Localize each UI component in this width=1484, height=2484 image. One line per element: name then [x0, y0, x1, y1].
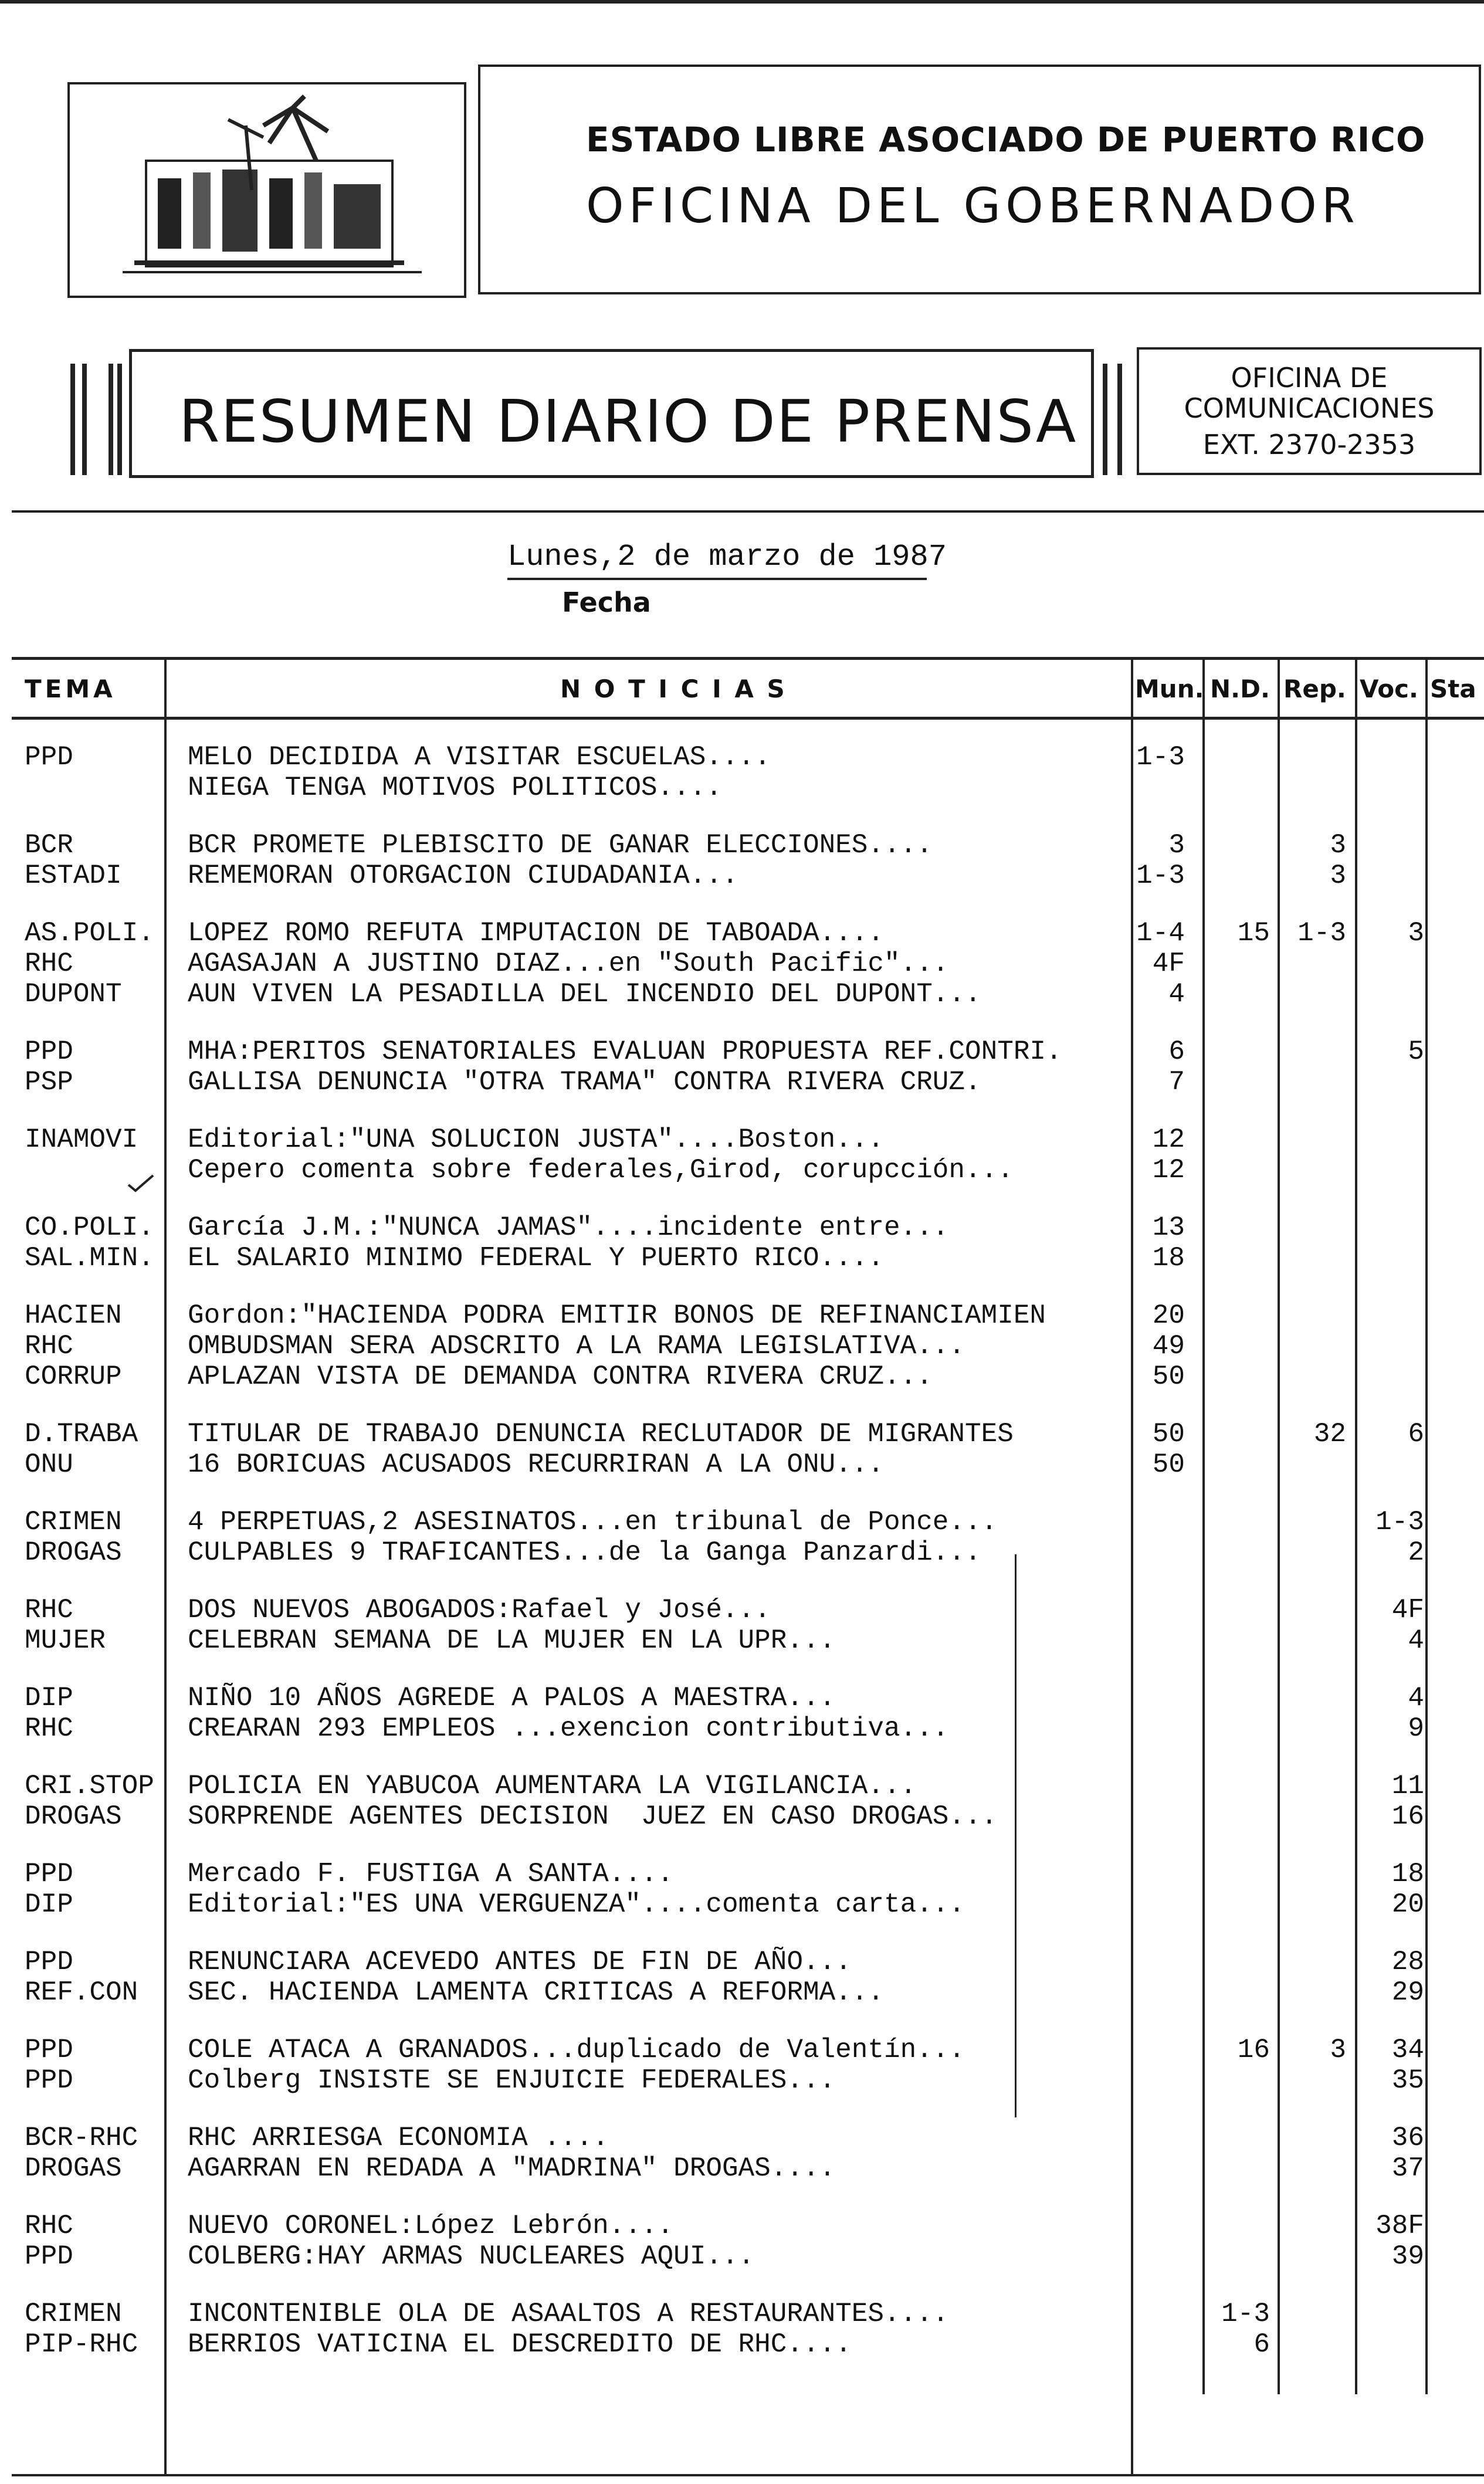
banner-title: RESUMEN DIARIO DE PRENSA [179, 387, 1078, 456]
row-tema: PPD [25, 1947, 73, 1977]
row-headline: REMEMORAN OTORGACION CIUDADANIA... [188, 860, 738, 891]
column-divider [1355, 658, 1357, 2394]
row-headline: CULPABLES 9 TRAFICANTES...de la Ganga Panzardi... [188, 1537, 981, 1568]
row-tema: INAMOVI [25, 1124, 138, 1155]
row-voc: 6 [1408, 1419, 1424, 1449]
row-headline: EL SALARIO MINIMO FEDERAL Y PUERTO RICO.... [188, 1243, 884, 1273]
row-rep: 3 [1330, 830, 1346, 860]
row-headline: BCR PROMETE PLEBISCITO DE GANAR ELECCIONES.... [188, 830, 933, 860]
divider-bar [109, 364, 113, 475]
header-line2: OFICINA DEL GOBERNADOR [586, 178, 1360, 234]
row-headline: AGASAJAN A JUSTINO DIAZ...en "South Pacific"... [188, 948, 949, 979]
row-headline: LOPEZ ROMO REFUTA IMPUTACION DE TABOADA.... [188, 918, 884, 948]
row-mun: 6 [1168, 1036, 1185, 1067]
row-tema: RHC [25, 1595, 73, 1625]
row-headline: CELEBRAN SEMANA DE LA MUJER EN LA UPR... [188, 1625, 836, 1656]
row-headline: Mercado F. FUSTIGA A SANTA.... [188, 1859, 674, 1889]
row-tema: CRI.STOP [25, 1771, 154, 1801]
row-headline: SORPRENDE AGENTES DECISION JUEZ EN CASO DROGAS... [188, 1801, 998, 1832]
row-mun: 50 [1152, 1361, 1185, 1392]
row-headline: APLAZAN VISTA DE DEMANDA CONTRA RIVERA CRUZ... [188, 1361, 933, 1392]
row-tema: PIP-RHC [25, 2329, 138, 2360]
row-voc: 20 [1391, 1889, 1424, 1920]
row-tema: REF.CON [25, 1977, 138, 2008]
checkmark-icon [126, 1173, 155, 1193]
column-divider [164, 658, 167, 2474]
row-voc: 37 [1391, 2153, 1424, 2184]
row-mun: 12 [1152, 1155, 1185, 1185]
row-headline: RENUNCIARA ACEVEDO ANTES DE FIN DE AÑO... [188, 1947, 852, 1977]
row-mun: 20 [1152, 1300, 1185, 1331]
column-header-noticias: N O T I C I A S [560, 675, 787, 703]
header-line1: ESTADO LIBRE ASOCIADO DE PUERTO RICO [586, 120, 1426, 160]
row-mun: 1-3 [1136, 860, 1185, 891]
row-headline: BERRIOS VATICINA EL DESCREDITO DE RHC.... [188, 2329, 852, 2360]
row-voc: 35 [1391, 2065, 1424, 2096]
divider-bar [1117, 364, 1122, 475]
row-voc: 2 [1408, 1537, 1424, 1568]
row-tema: CO.POLI. [25, 1212, 154, 1243]
row-voc: 39 [1391, 2241, 1424, 2272]
row-tema: DROGAS [25, 1537, 122, 1568]
row-tema: CRIMEN [25, 2299, 122, 2329]
row-tema: ONU [25, 1449, 73, 1480]
row-headline: MELO DECIDIDA A VISITAR ESCUELAS.... [188, 742, 771, 772]
row-headline: NIEGA TENGA MOTIVOS POLITICOS.... [188, 772, 722, 803]
row-tema: MUJER [25, 1625, 106, 1656]
row-tema: PPD [25, 1859, 73, 1889]
row-tema: DIP [25, 1889, 73, 1920]
column-header-nd: N.D. [1210, 675, 1270, 703]
row-rep: 32 [1313, 1419, 1346, 1449]
row-tema: PSP [25, 1067, 73, 1097]
row-tema: DUPONT [25, 979, 122, 1009]
row-headline: NIÑO 10 AÑOS AGREDE A PALOS A MAESTRA... [188, 1683, 836, 1713]
row-headline: MHA:PERITOS SENATORIALES EVALUAN PROPUESTA REF.CONTRI. [188, 1036, 1062, 1067]
row-headline: INCONTENIBLE OLA DE ASAALTOS A RESTAURANTES.... [188, 2299, 949, 2329]
column-header-voc: Voc. [1360, 675, 1418, 703]
column-divider [1202, 658, 1205, 2394]
building-illustration-icon [70, 84, 464, 296]
row-mun: 49 [1152, 1331, 1185, 1361]
row-mun: 4 [1168, 979, 1185, 1009]
table-top-rule [12, 657, 1484, 660]
column-header-rep: Rep. [1283, 675, 1346, 703]
divider-bar [1103, 364, 1107, 475]
row-tema: SAL.MIN. [25, 1243, 154, 1273]
row-voc: 16 [1391, 1801, 1424, 1832]
row-headline: NUEVO CORONEL:López Lebrón.... [188, 2211, 674, 2241]
row-headline: DOS NUEVOS ABOGADOS:Rafael y José... [188, 1595, 771, 1625]
row-nd: 16 [1237, 2035, 1270, 2065]
column-header-mun: Mun. [1135, 675, 1204, 703]
row-voc: 38F [1375, 2211, 1424, 2241]
row-headline: AGARRAN EN REDADA A "MADRINA" DROGAS.... [188, 2153, 836, 2184]
row-headline: COLBERG:HAY ARMAS NUCLEARES AQUI... [188, 2241, 755, 2272]
resumen-banner [129, 349, 1094, 478]
row-tema: PPD [25, 2065, 73, 2096]
row-headline: POLICIA EN YABUCOA AUMENTARA LA VIGILANCIA... [188, 1771, 917, 1801]
column-header-tema: TEMA [25, 675, 116, 703]
row-voc: 5 [1408, 1036, 1424, 1067]
row-tema: DROGAS [25, 2153, 122, 2184]
date-value: Lunes,2 de marzo de 1987 [507, 540, 947, 574]
row-tema: RHC [25, 948, 73, 979]
row-voc: 18 [1391, 1859, 1424, 1889]
row-headline: AUN VIVEN LA PESADILLA DEL INCENDIO DEL DUPONT... [188, 979, 981, 1009]
office-extension: EXT. 2370-2353 [1202, 429, 1416, 460]
row-headline: RHC ARRIESGA ECONOMIA .... [188, 2123, 609, 2153]
date-label: Fecha [562, 587, 651, 618]
top-border [0, 0, 1484, 4]
row-nd: 1-3 [1221, 2299, 1270, 2329]
date-underline [507, 578, 927, 580]
row-rep: 3 [1330, 860, 1346, 891]
communications-office-box [1137, 347, 1482, 475]
row-nd: 15 [1237, 918, 1270, 948]
row-tema: BCR-RHC [25, 2123, 138, 2153]
row-mun: 12 [1152, 1124, 1185, 1155]
office-line1: OFICINA DE [1231, 362, 1388, 394]
row-voc: 29 [1391, 1977, 1424, 2008]
row-nd: 6 [1253, 2329, 1270, 2360]
row-headline: OMBUDSMAN SERA ADSCRITO A LA RAMA LEGISLATIVA... [188, 1331, 965, 1361]
row-headline: Gordon:"HACIENDA PODRA EMITIR BONOS DE REFINANCIAMIEN [188, 1300, 1046, 1331]
table-header-rule [12, 717, 1484, 720]
row-headline: COLE ATACA A GRANADOS...duplicado de Valentín... [188, 2035, 965, 2065]
row-tema: CORRUP [25, 1361, 122, 1392]
row-headline: 16 BORICUAS ACUSADOS RECURRIRAN A LA ONU... [188, 1449, 884, 1480]
row-tema: PPD [25, 742, 73, 772]
column-divider [1425, 658, 1428, 2394]
row-voc: 4F [1391, 1595, 1424, 1625]
row-tema: HACIEN [25, 1300, 122, 1331]
row-voc: 3 [1408, 918, 1424, 948]
row-mun: 4F [1152, 948, 1185, 979]
divider-bar [70, 364, 75, 475]
row-voc: 34 [1391, 2035, 1424, 2065]
row-tema: BCR [25, 830, 73, 860]
row-headline: Colberg INSISTE SE ENJUICIE FEDERALES... [188, 2065, 836, 2096]
row-voc: 9 [1408, 1713, 1424, 1744]
row-headline: SEC. HACIENDA LAMENTA CRITICAS A REFORMA... [188, 1977, 884, 2008]
row-voc: 11 [1391, 1771, 1424, 1801]
row-headline: Editorial:"UNA SOLUCION JUSTA"....Boston... [188, 1124, 884, 1155]
row-voc: 4 [1408, 1625, 1424, 1656]
row-headline: Editorial:"ES UNA VERGUENZA"....comenta carta... [188, 1889, 965, 1920]
row-voc: 4 [1408, 1683, 1424, 1713]
row-mun: 18 [1152, 1243, 1185, 1273]
row-voc: 1-3 [1375, 1507, 1424, 1537]
governor-house-logo [67, 82, 466, 298]
row-mun: 50 [1152, 1419, 1185, 1449]
section-rule [12, 510, 1484, 513]
row-headline: GALLISA DENUNCIA "OTRA TRAMA" CONTRA RIVERA CRUZ. [188, 1067, 981, 1097]
row-voc: 28 [1391, 1947, 1424, 1977]
row-headline: Cepero comenta sobre federales,Girod, corupcción... [188, 1155, 1014, 1185]
row-tema: RHC [25, 1713, 73, 1744]
row-headline: 4 PERPETUAS,2 ASESINATOS...en tribunal de Ponce... [188, 1507, 998, 1537]
row-rep: 1-3 [1297, 918, 1346, 948]
table-bottom-rule [12, 2474, 1484, 2476]
row-headline: García J.M.:"NUNCA JAMAS"....incidente entre... [188, 1212, 949, 1243]
row-mun: 7 [1168, 1067, 1185, 1097]
column-header-star: Sta [1430, 675, 1476, 703]
row-mun: 1-3 [1136, 742, 1185, 772]
row-tema: PPD [25, 2241, 73, 2272]
row-mun: 3 [1168, 830, 1185, 860]
row-tema: DROGAS [25, 1801, 122, 1832]
column-divider [1278, 658, 1280, 2394]
row-headline: CREARAN 293 EMPLEOS ...exencion contributiva... [188, 1713, 949, 1744]
row-tema: RHC [25, 1331, 73, 1361]
row-tema: AS.POLI. [25, 918, 154, 948]
row-tema: CRIMEN [25, 1507, 122, 1537]
row-tema: PPD [25, 1036, 73, 1067]
row-mun: 13 [1152, 1212, 1185, 1243]
row-tema: RHC [25, 2211, 73, 2241]
office-line2: COMUNICACIONES [1184, 392, 1435, 424]
row-mun: 1-4 [1136, 918, 1185, 948]
row-voc: 36 [1391, 2123, 1424, 2153]
divider-bar [82, 364, 87, 475]
row-headline: TITULAR DE TRABAJO DENUNCIA RECLUTADOR DE MIGRANTES [188, 1419, 1014, 1449]
divider-bar [117, 364, 122, 475]
row-tema: PPD [25, 2035, 73, 2065]
row-tema: ESTADI [25, 860, 122, 891]
row-tema: DIP [25, 1683, 73, 1713]
row-mun: 50 [1152, 1449, 1185, 1480]
row-rep: 3 [1330, 2035, 1346, 2065]
row-tema: D.TRABA [25, 1419, 138, 1449]
header-box [478, 65, 1481, 294]
